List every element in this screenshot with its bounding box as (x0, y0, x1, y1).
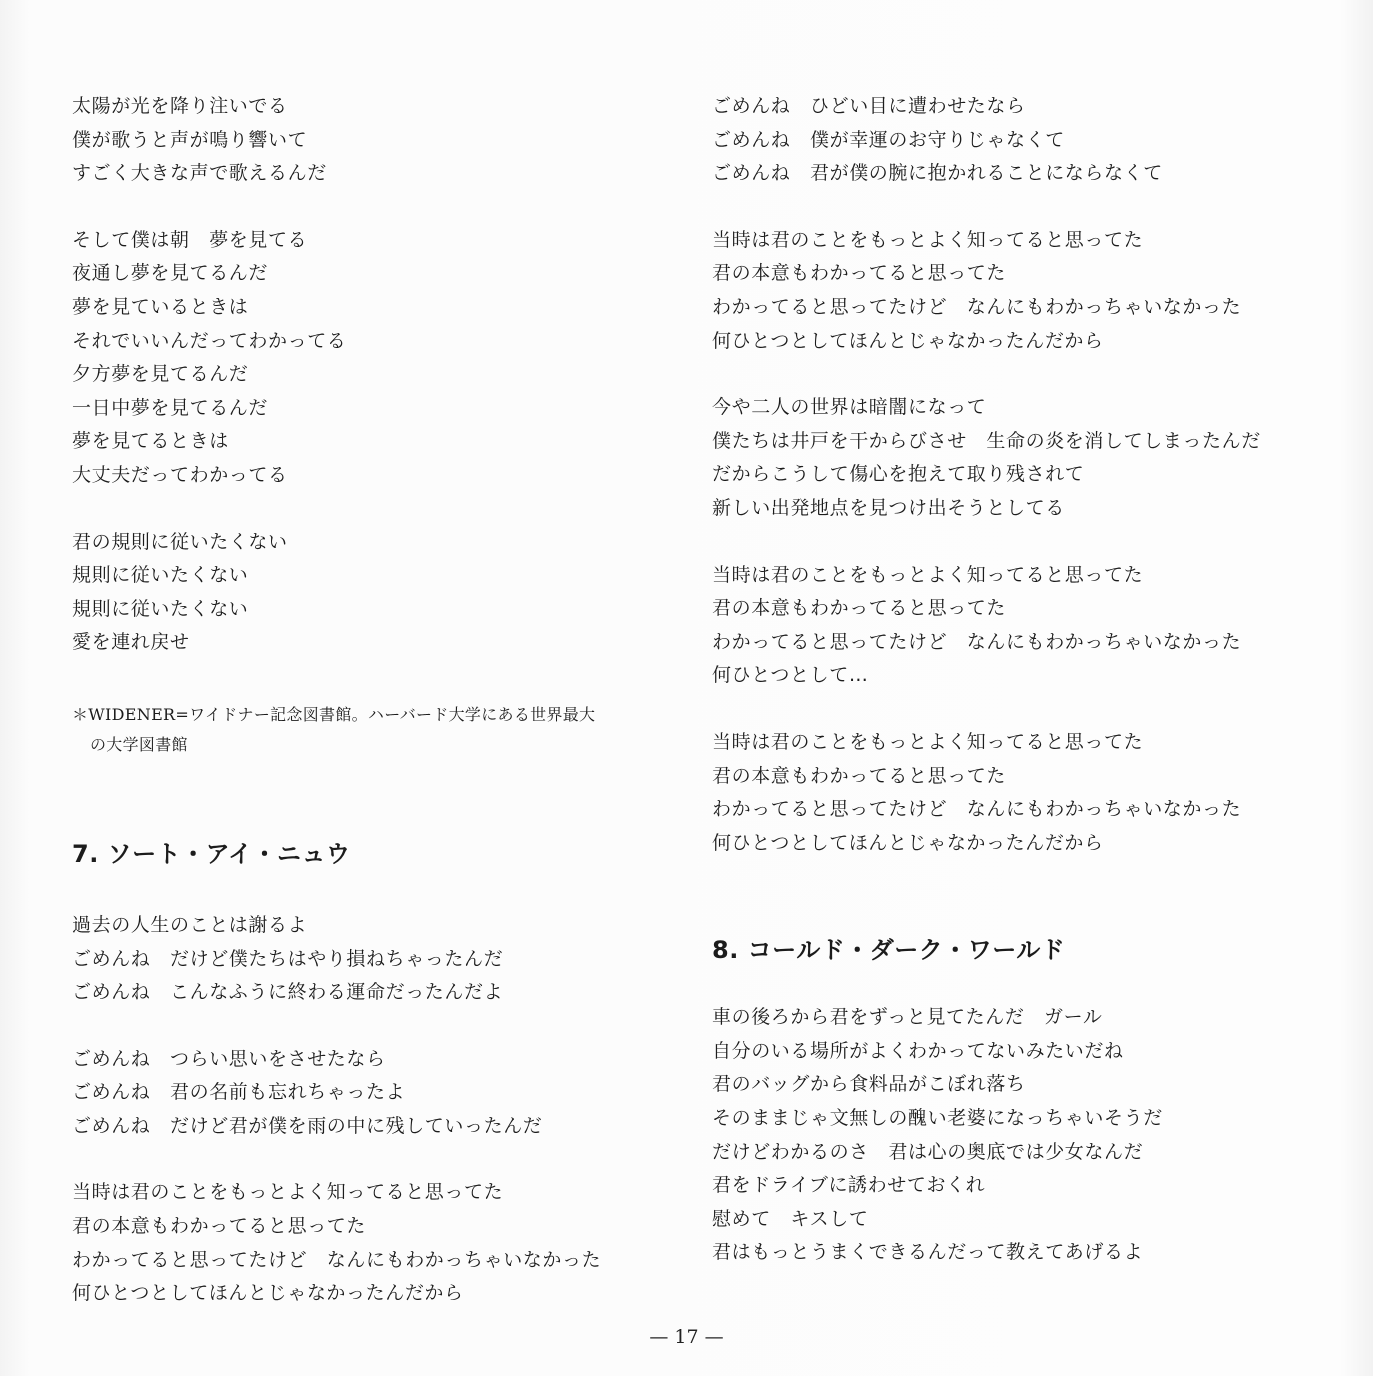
lyric-line: 規則に従いたくない (72, 597, 249, 620)
lyric-line: 夜通し夢を見てるんだ (72, 262, 269, 285)
lyric-line: 愛を連れ戻せ (72, 631, 190, 654)
lyric-line: 慰めて キスして (712, 1207, 869, 1230)
lyric-line: そして僕は朝 夢を見てる (72, 228, 308, 251)
lyric-line: わかってると思ってたけど なんにもわかっちゃいなかった (712, 630, 1242, 653)
lyric-line: ごめんね だけど君が僕を雨の中に残していったんだ (72, 1114, 543, 1137)
lyric-line: 夢を見てるときは (72, 430, 229, 453)
lyric-line: 車の後ろから君をずっと見てたんだ ガール (712, 1006, 1103, 1029)
lyric-line: 夢を見ているときは (72, 295, 249, 318)
lyric-stanza (712, 391, 1332, 525)
right-lyrics-block-a (712, 90, 1332, 860)
lyric-line: 当時は君のことをもっとよく知ってると思ってた (712, 563, 1144, 586)
lyric-stanza (712, 1001, 1332, 1270)
page-number: — 17 — (649, 1326, 724, 1348)
lyric-line: 僕たちは井戸を干からびさせ 生命の炎を消してしまったんだ (712, 429, 1261, 452)
lyric-line: 何ひとつとしてほんとじゃなかったんだから (712, 831, 1104, 854)
footnote (72, 700, 672, 760)
footnote-line: の大学図書館 (90, 734, 188, 754)
lyric-line: わかってると思ってたけど なんにもわかっちゃいなかった (72, 1248, 602, 1271)
lyric-line: 君の本意もわかってると思ってた (712, 597, 1007, 620)
song-title: 8. コールド・ダーク・ワールド (712, 936, 1066, 965)
lyric-line: 一日中夢を見てるんだ (72, 396, 269, 419)
lyric-line: 過去の人生のことは謝るよ (72, 913, 308, 936)
lyric-line: 君の本意もわかってると思ってた (72, 1215, 367, 1238)
right-lyrics-block-b (712, 1001, 1332, 1270)
lyric-stanza (72, 224, 672, 493)
lyric-stanza (712, 224, 1332, 358)
lyric-stanza (712, 90, 1332, 191)
lyric-line: 何ひとつとしてほんとじゃなかったんだから (72, 1282, 464, 1305)
lyric-line: ごめんね だけど僕たちはやり損ねちゃったんだ (72, 947, 504, 970)
lyric-line: だけどわかるのさ 君は心の奥底では少女なんだ (712, 1140, 1144, 1163)
lyric-line: 当時は君のことをもっとよく知ってると思ってた (72, 1181, 504, 1204)
lyric-line: 何ひとつとしてほんとじゃなかったんだから (712, 329, 1104, 352)
lyric-line: 夕方夢を見てるんだ (72, 363, 249, 386)
left-lyrics-block-b (72, 909, 672, 1311)
left-column (72, 90, 672, 1344)
lyric-line: ごめんね つらい思いをさせたなら (72, 1047, 386, 1070)
lyric-stanza (72, 1043, 672, 1144)
lyric-line: 何ひとつとして… (712, 664, 869, 687)
lyric-line: 今や二人の世界は暗闇になって (712, 396, 987, 419)
lyric-stanza (72, 909, 672, 1010)
lyric-line: 君の規則に従いたくない (72, 530, 288, 553)
lyric-line: 新しい出発地点を見つけ出そうとしてる (712, 496, 1065, 519)
lyric-line: 自分のいる場所がよくわかってないみたいだね (712, 1039, 1124, 1062)
lyric-line: 君の本意もわかってると思ってた (712, 262, 1007, 285)
footnote-line: ＊WIDENER=ワイドナー記念図書館。ハーバード大学にある世界最大 (72, 704, 596, 724)
lyric-line: ごめんね 僕が幸運のお守りじゃなくて (712, 128, 1065, 151)
lyric-line: 太陽が光を降り注いでる (72, 95, 288, 117)
lyric-stanza (712, 726, 1332, 860)
lyric-line: だからこうして傷心を抱えて取り残されて (712, 463, 1085, 486)
right-column (712, 90, 1332, 1303)
lyric-line: 君の本意もわかってると思ってた (712, 764, 1007, 787)
lyric-line: 君はもっとうまくできるんだって教えてあげるよ (712, 1241, 1144, 1264)
lyric-line: ごめんね こんなふうに終わる運命だったんだよ (72, 981, 504, 1004)
lyric-line: 君をドライブに誘わせておくれ (712, 1174, 986, 1197)
lyric-line: それでいいんだってわかってる (72, 329, 347, 352)
lyric-line: ごめんね 君が僕の腕に抱かれることにならなくて (712, 162, 1163, 185)
lyric-line: わかってると思ってたけど なんにもわかっちゃいなかった (712, 798, 1242, 821)
song-title: 7. ソート・アイ・ニュウ (72, 839, 351, 868)
lyric-stanza (72, 1176, 672, 1310)
lyric-stanza (712, 559, 1332, 693)
lyric-stanza (72, 526, 672, 660)
lyric-line: 大丈夫だってわかってる (72, 463, 288, 486)
lyric-line: ごめんね ひどい目に遭わせたなら (712, 95, 1026, 117)
lyric-line: 君のバッグから食料品がこぼれ落ち (712, 1073, 1026, 1096)
lyric-stanza (72, 90, 672, 191)
left-lyrics-block-a (72, 90, 672, 660)
lyric-line: わかってると思ってたけど なんにもわかっちゃいなかった (712, 295, 1242, 318)
lyric-line: 僕が歌うと声が鳴り響いて (72, 128, 308, 151)
lyric-line: ごめんね 君の名前も忘れちゃったよ (72, 1081, 406, 1104)
lyric-line: 当時は君のことをもっとよく知ってると思ってた (712, 228, 1144, 251)
lyric-line: すごく大きな声で歌えるんだ (72, 162, 327, 185)
lyric-line: そのままじゃ文無しの醜い老婆になっちゃいそうだ (712, 1107, 1163, 1130)
lyric-line: 当時は君のことをもっとよく知ってると思ってた (712, 730, 1144, 753)
lyric-line: 規則に従いたくない (72, 564, 249, 587)
